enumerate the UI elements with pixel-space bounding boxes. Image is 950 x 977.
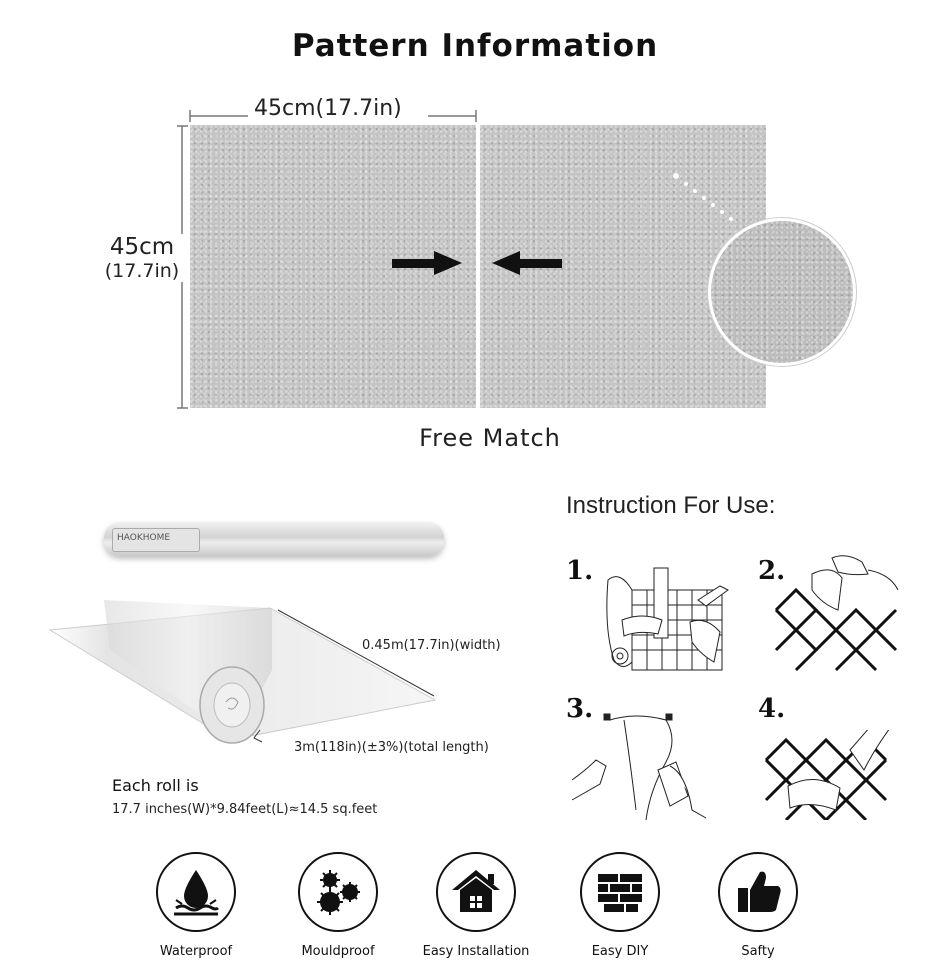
feature-easy-installation	[406, 852, 546, 959]
house-icon	[436, 852, 516, 932]
feature-mouldproof	[268, 852, 408, 959]
width-label: 45cm(17.7in)	[254, 96, 402, 121]
instruction-step-3	[566, 690, 736, 830]
arrow-right-icon	[390, 250, 464, 276]
feature-label: Easy DIY	[591, 944, 649, 959]
thumbs-up-icon	[718, 852, 798, 932]
pattern-diagram	[0, 0, 950, 460]
texture-zoom-circle	[708, 218, 856, 366]
apply-wall-illustration	[566, 700, 736, 830]
step-number: 4.	[758, 694, 786, 724]
zoom-indicator-dots	[668, 168, 738, 228]
instructions-title: Instruction For Use:	[566, 492, 776, 519]
feature-label: Easy Installation	[422, 944, 530, 959]
step-number: 3.	[566, 694, 594, 724]
feature-safty	[688, 852, 828, 959]
height-label-in: (17.7in)	[104, 260, 180, 282]
feature-waterproof	[126, 852, 266, 959]
roll-width-label: 0.45m(17.7in)(width)	[362, 638, 501, 653]
roll-label	[112, 528, 200, 552]
height-label-cm: 45cm	[109, 234, 175, 260]
unrolled-sheet-image	[40, 590, 460, 760]
instruction-step-1	[566, 550, 736, 690]
water-drop-icon	[156, 852, 236, 932]
feature-label: Mouldproof	[301, 944, 375, 959]
page-title: Pattern Information	[291, 28, 659, 64]
instruction-step-4	[758, 690, 928, 830]
rolled-wallpaper-image	[104, 522, 444, 556]
roll-length-label: 3m(118in)(±3%)(total length)	[294, 740, 489, 755]
free-match-label: Free Match	[419, 424, 561, 452]
roll-section	[0, 480, 540, 840]
height-label	[96, 234, 188, 282]
instruction-step-2	[758, 550, 928, 690]
feature-label: Safty	[741, 944, 775, 959]
step-number: 2.	[758, 556, 786, 586]
feature-easy-diy	[550, 852, 690, 959]
roll-size-label: 17.7 inches(W)*9.84feet(L)≈14.5 sq.feet	[112, 802, 378, 817]
features-row	[0, 852, 950, 962]
mould-spores-icon	[298, 852, 378, 932]
measure-cut-illustration	[602, 550, 732, 680]
each-roll-label: Each roll is	[112, 776, 199, 795]
brand-label: HAOKHOME	[117, 533, 171, 543]
peel-backing-illustration	[772, 550, 902, 680]
step-number: 1.	[566, 556, 594, 586]
bricks-icon	[580, 852, 660, 932]
feature-label: Waterproof	[159, 944, 233, 959]
arrow-left-icon	[490, 250, 564, 276]
smooth-wall-illustration	[764, 730, 898, 820]
